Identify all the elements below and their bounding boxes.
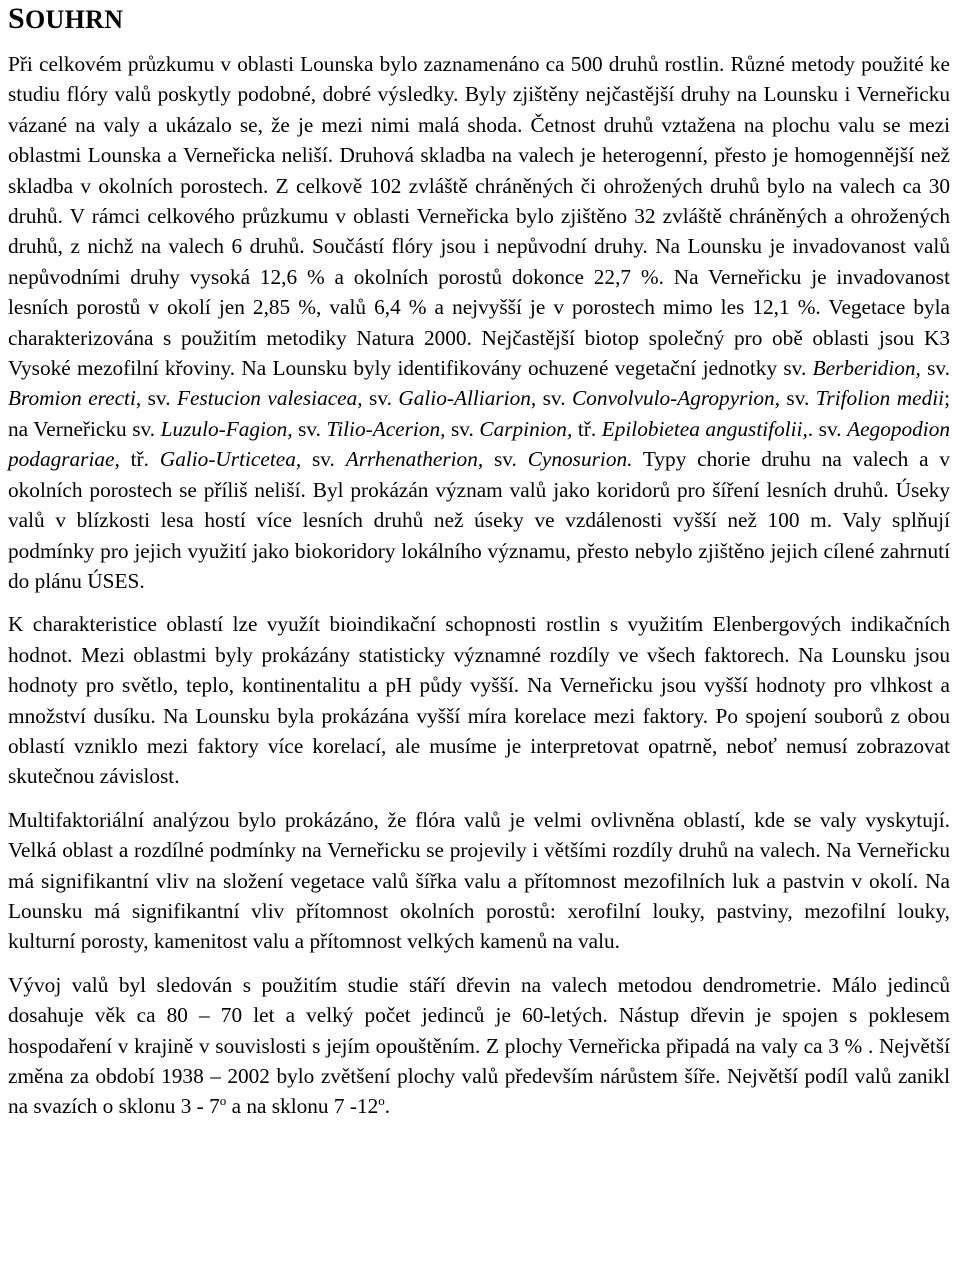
text-run: . sv. — [807, 416, 848, 441]
paragraph-2: K charakteristice oblastí lze využít bioindikační schopnosti rostlin s využitím Elenbergových indikačních hodnot. Mezi oblastmi byly prokázány statisticky významné rozdíly ve všech faktorech. Na Lounsku jsou hodnoty pro světlo, teplo, kontinentalitu a pH půdy vyšší. Na Verneřicku jsou vyšší hodnoty pro vlhkost a množství dusíku. Na Lounsku byla prokázána vyšší míra korelace mezi faktory. Po spojení souborů z obou oblastí vzniklo mezi faktory více korelací, ale musíme je interpretovat opatrně, neboť nemusí zobrazovat skutečnou závislost. — [8, 612, 950, 789]
section-heading — [8, 2, 950, 37]
paragraph-3: Multifaktoriální analýzou bylo prokázáno, že flóra valů je velmi ovlivněna oblastí, kde se valy vyskytují. Velká oblast a rozdílné podmínky na Verneřicku se projevily i většími rozdíly druhů na valech. Na Verneřicku má signifikantní vliv na složení vegetace valů šířka valu a přítomnost mezofilních luk a pastvin v okolí. Na Lounsku má signifikantní vliv přítomnost okolních porostů: xerofilní louky, pastviny, mezofilní louky, kulturní porosty, kamenitost valu a přítomnost velkých kamenů na valu. — [8, 807, 950, 954]
text-run: sv. — [445, 416, 480, 441]
taxon-name: Berberidion, — [812, 356, 921, 381]
text-run: Při celkovém průzkumu v oblasti Lounska bylo zaznamenáno ca 500 druhů rostlin. Různé metody použité ke studiu flóry valů poskytly podobné, dobré výsledky. Byly zjištěny nejčastější druhy na Lounsku i Verneřicku vázané na valy a ukázalo se, že je mezi nimi malá shoda. Četnost druhů vztažena na plochu valu se mezi oblastmi Lounska a Verneřicka neliší. Druhová skladba na valech je heterogenní, přesto je homogennější než skladba v okolních porostech. Z celkově 102 zvláště chráněných či ohrožených druhů bylo na valech ca 30 druhů. V rámci celkového průzkumu v oblasti Verneřicka bylo zjištěno 32 zvláště chráněných a ohrožených druhů, z nichž na valech 6 druhů. Součástí flóry jsou i nepůvodní druhy. Na Lounsku je invadovanost valů nepůvodními druhy vysoká 12,6 % a okolních porostů dokonce 22,7 %. Na Verneřicku je invadovanost lesních porostů v okolí jen 2,85 %, valů 6,4 % a nejvyšší je v porostech mimo les 12,1 %. Vegetace byla charakterizována s použitím metodiky Natura 2000. Nejčastější biotop společný pro obě oblasti jsou K3 Vysoké mezofilní křoviny. Na Lounsku byly identifikovány ochuzené vegetační jednotky sv. — [8, 52, 950, 381]
taxon-name: Arrhenatherion, — [345, 447, 484, 472]
taxon-name: Luzulo-Fagion, — [160, 416, 293, 441]
taxon-name: Aegopodion podagrariae, — [8, 416, 950, 472]
degree-superscript: o — [219, 1093, 227, 1109]
taxon-name: Convolvulo-Agropyrion, — [571, 386, 780, 411]
text-run: sv. — [483, 447, 528, 472]
text-run: a na sklonu 7 -12 — [226, 1094, 379, 1119]
taxon-name: Cynosurion. — [527, 447, 633, 472]
text-run: . — [384, 1094, 391, 1119]
heading-initial: S — [8, 2, 25, 35]
text-run: sv. — [362, 386, 399, 411]
text-run: tř. — [119, 447, 160, 472]
taxon-name: Tilio-Acerion, — [326, 416, 446, 441]
text-run: sv. — [292, 416, 327, 441]
text-run: Typy chorie druhu na valech a v okolních porostech se příliš neliší. Byl prokázán význam valů jako koridorů pro šíření lesních druhů. Úseky valů v blízkosti lesa hostí více lesních druhů než úseky ve vzdálenosti vyšší než 100 m. Valy splňují podmínky pro jejich využití jako biokoridory lokálního významu, přesto nebylo zjištěno jejich cílené zahrnutí do plánu ÚSES. — [8, 447, 951, 593]
taxon-name: Galio-Urticetea, — [159, 447, 302, 472]
text-run: sv. — [779, 386, 816, 411]
text-run: tř. — [572, 416, 602, 441]
taxon-name: Festucion valesiacea, — [176, 386, 363, 411]
paragraph-1 — [8, 49, 950, 596]
text-run: sv. — [141, 386, 177, 411]
taxon-name: Bromion erecti, — [8, 386, 142, 411]
text-run: Vývoj valů byl sledován s použitím studie stáří dřevin na valech metodou dendrometrie. Málo jedinců dosahuje věk ca 80 – 70 let a velký počet jedinců je 60-letých. Nástup dřevin je spojen s poklesem hospodaření v krajině v souvislosti s jejím opouštěním. Z plochy Verneřicka připadá na valy ca 3 % . Největší změna za období 1938 – 2002 bylo zvětšení plochy valů především nárůstem šíře. Největší podíl valů zanikl na svazích o sklonu 3 - 7 — [8, 972, 950, 1119]
taxon-name: Galio-Alliarion, — [398, 386, 537, 411]
text-run: sv. — [301, 447, 346, 472]
text-run: sv. — [536, 386, 572, 411]
paragraph-4 — [8, 970, 950, 1122]
text-run: sv. — [920, 356, 950, 381]
heading-rest: OUHRN — [25, 5, 124, 34]
taxon-name: Carpinion, — [479, 416, 573, 441]
degree-superscript: o — [378, 1093, 385, 1109]
taxon-name: Epilobietea angustifolii, — [601, 416, 808, 441]
text-run: ; na Verneřicku sv. — [8, 386, 950, 441]
taxon-name: Trifolion medii — [815, 386, 945, 411]
